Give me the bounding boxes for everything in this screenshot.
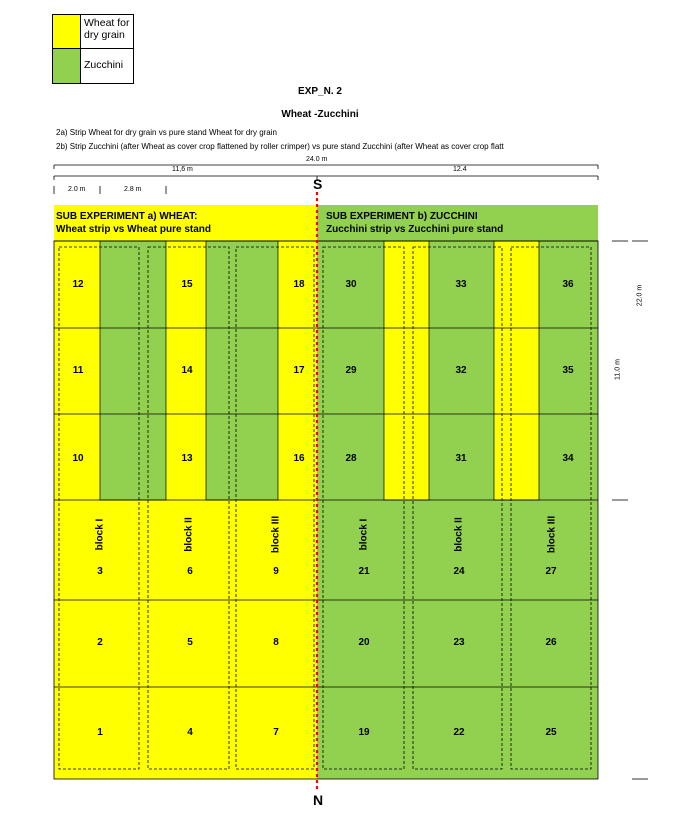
plot-6: 6 (187, 566, 193, 577)
sub-b-line2: Zucchini strip vs Zucchini pure stand (326, 224, 504, 235)
legend-zucchini-label: Zucchini (84, 59, 124, 71)
block-label-b3: block III (546, 515, 558, 554)
dim-total-length: 22.0 m (636, 284, 644, 307)
plot-27: 27 (545, 566, 557, 577)
plot-9: 9 (273, 566, 279, 577)
plot-17: 17 (293, 365, 305, 376)
sub-experiment-b-title (326, 210, 503, 236)
plot-13: 13 (181, 453, 193, 464)
plot-36: 36 (562, 279, 574, 290)
plot-19: 19 (358, 727, 370, 738)
plot-14: 14 (181, 365, 193, 376)
plot-22: 22 (453, 727, 465, 738)
south-label: S (313, 176, 323, 192)
plot-24: 24 (453, 566, 465, 577)
plot-15: 15 (181, 279, 193, 290)
legend-wheat-label-1: Wheat for (84, 17, 130, 29)
dim-half-length: 11.0 m (614, 359, 622, 380)
plot-7: 7 (273, 727, 279, 738)
dim-strip-a: 2.0 m (68, 186, 86, 193)
sub-experiment-a-title (56, 210, 211, 236)
plot-20: 20 (358, 637, 370, 648)
plot-34: 34 (562, 453, 574, 464)
plot-26: 26 (545, 637, 557, 648)
plot-2: 2 (97, 637, 103, 648)
plot-31: 31 (455, 453, 467, 464)
plot-29: 29 (345, 365, 357, 376)
plot-8: 8 (273, 637, 279, 648)
dim-total-width: 24.0 m (306, 156, 328, 163)
plot-4: 4 (187, 727, 193, 738)
plot-3: 3 (97, 566, 103, 577)
dim-right-width: 12.4 (453, 166, 467, 173)
plot-21: 21 (358, 566, 370, 577)
block-label-a3: block III (270, 515, 282, 554)
sub-a-line2: Wheat strip vs Wheat pure stand (56, 224, 212, 235)
plot-16: 16 (293, 453, 305, 464)
plot-25: 25 (545, 727, 557, 738)
experiment-title: EXP_N. 2 (298, 86, 342, 97)
plot-11: 11 (72, 365, 84, 376)
plot-1: 1 (97, 727, 103, 738)
plot-5: 5 (187, 637, 193, 648)
plot-30: 30 (345, 279, 357, 290)
description-a: 2a) Strip Wheat for dry grain vs pure stand Wheat for dry grain (56, 128, 277, 137)
block-label-b2: block II (453, 517, 465, 552)
sub-b-line1: SUB EXPERIMENT b) ZUCCHINI (326, 211, 478, 222)
plot-33: 33 (455, 279, 467, 290)
plot-23: 23 (453, 637, 465, 648)
plot-18: 18 (293, 279, 305, 290)
plot-10: 10 (72, 453, 84, 464)
plot-12: 12 (72, 279, 84, 290)
crops-title: Wheat -Zucchini (281, 109, 359, 120)
north-label: N (313, 792, 324, 808)
plot-32: 32 (455, 365, 467, 376)
block-label-a1: block I (94, 518, 106, 551)
dim-left-width: 11,6 m (172, 166, 193, 173)
plot-35: 35 (562, 365, 574, 376)
zucchini-area (317, 205, 598, 779)
dim-strip-b: 2.8 m (124, 186, 142, 193)
block-label-a2: block II (183, 517, 195, 552)
legend-wheat-label-2: dry grain (84, 29, 125, 41)
sub-a-line1: SUB EXPERIMENT a) WHEAT: (56, 211, 198, 222)
plot-28: 28 (345, 453, 357, 464)
block-label-b1: block I (358, 518, 370, 551)
description-b: 2b) Strip Zucchini (after Wheat as cover crop flattened by roller crimper) vs pure stand Zucchini (after Wheat as cover crop flatt (56, 142, 504, 151)
